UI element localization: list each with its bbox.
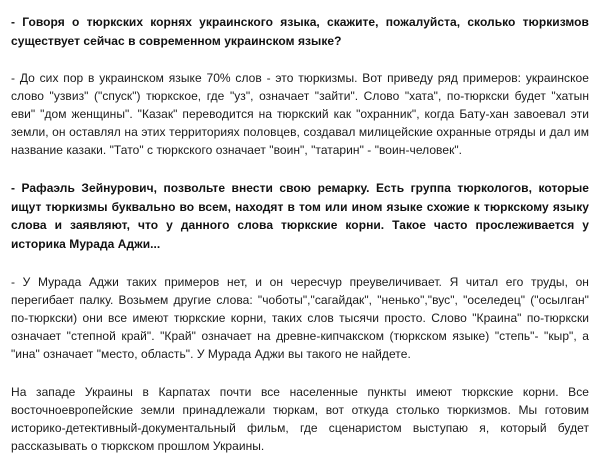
interviewer-question-turkisms-count: - Говоря о тюркских корнях украинского языка, скажите, пожалуйста, сколько тюркизмов существует сейчас в современном украинском языке? <box>11 15 589 48</box>
interviewer-remark-murad-adzhi: - Рафаэль Зейнурович, позвольте внести свою ремарку. Есть группа тюркологов, которые ищут тюркизмы буквально во всем, находят в том или ином языке схожие к тюркскому языку слова и заявляют, что у данного слова тюркские корни. Такое часто прослеживается у историка Мурада Аджи... <box>11 181 589 251</box>
answer-carpathians-film: На западе Украины в Карпатах почти все населенные пункты имеют тюркские корни. Все восточноевропейские земли принадлежали тюркам, вот откуда столько тюркизмов. Мы готовим историко-детективный-документальный фильм, где сценаристом выступаю я, который будет рассказывать о тюркском прошлом Украины. <box>11 385 589 453</box>
answer-turkisms-examples: - До сих пор в украинском языке 70% слов - это тюркизмы. Вот приведу ряд примеров: украинское слово "узвиз" ("спуск") тюркское, где "уз", означает "зайти". Слово "хата", по-тюркски будет "хатын еви" "дом женщины". "Казак" переводится на тюркский как "охранник", когда Бату-хан завоевал эти земли, он оставлял на этих территориях половцев, создавал милицейские охранные отряды и дал им название казаки. "Тато" с тюркского означает "воин", "татарин" - "воин-человек". <box>11 71 589 157</box>
answer-murad-adzhi: - У Мурада Аджи таких примеров нет, и он чересчур преувеличивает. Я читал его труды, он перегибает палку. Возьмем другие слова: "чоботы","сагайдак", "ненько","вус", "оселедец" ("осылган" по-тюркски) они все имеют тюркские корни, таких слов тысячи просто. Слово "Краина" по-тюркски означает "степной край". "Край" означает на древне-кипчакском (тюркском языке) "степь"- "кыр", а "ина" означает "место, область". У Мурада Аджи вы такого не найдете. <box>11 275 589 361</box>
